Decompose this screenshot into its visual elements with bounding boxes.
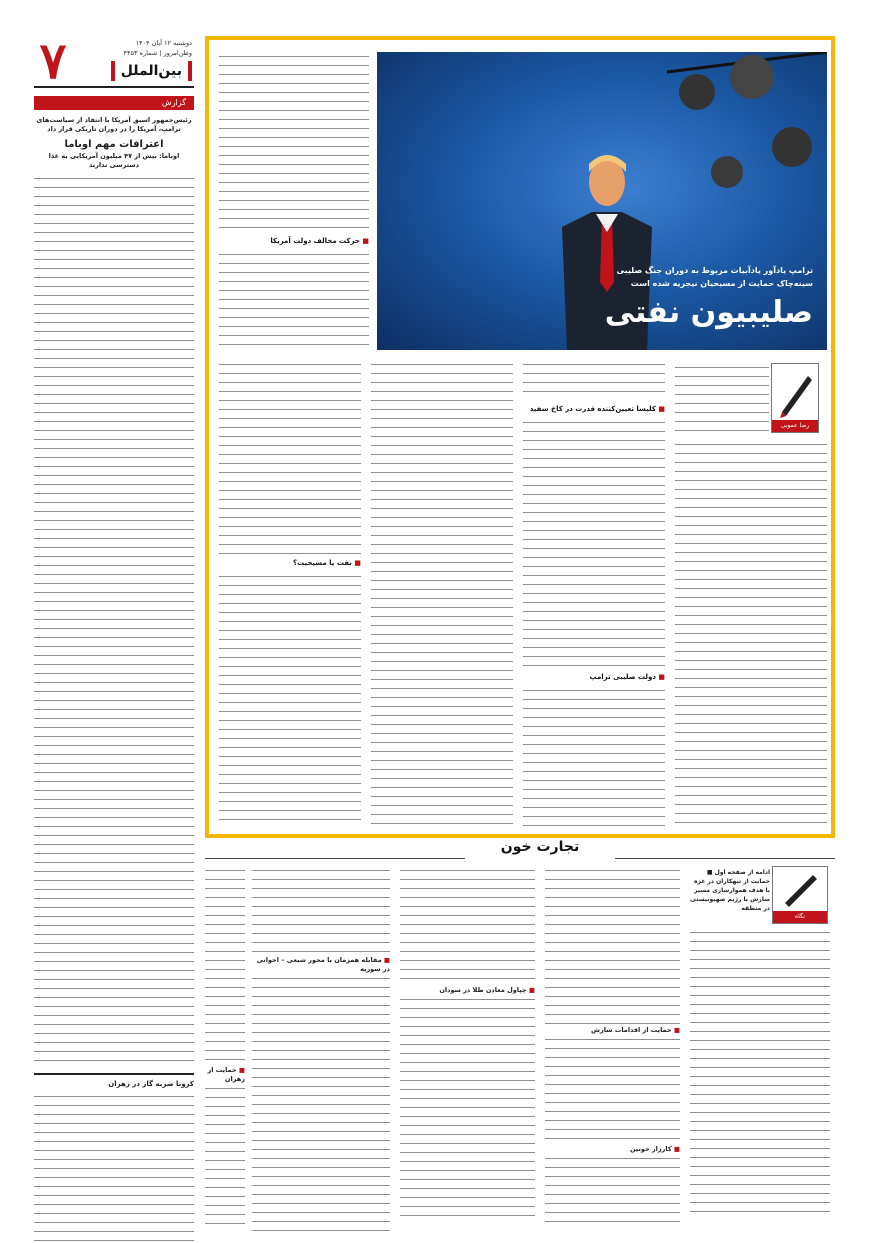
left-sidebar [34,31,194,1221]
bottom-subhead-4: ■ مقابله همزمان با محور شیعی – اخوانی در سوریه [252,956,390,974]
photo-headline [605,264,813,332]
author-name: رضا عمویی [772,420,818,432]
masthead [34,31,194,90]
bottom-column-2 [545,866,680,1224]
section-rule-left [205,858,465,859]
masthead-info [74,38,192,81]
issue-date: دوشنبه ۱۲ آبان ۱۴۰۴ [135,39,192,47]
section-name: بین‌الملل [111,61,192,81]
page-number: ۷ [39,31,67,90]
bottom-subhead-3: ■ چپاول معادن طلا در سودان [400,986,535,995]
bottom-subhead-2: ■ کارزار خونین [545,1145,680,1154]
feature-column-top-1 [219,52,369,232]
feature-column-3a [523,360,665,400]
bottom-column-1 [690,928,830,1218]
sidebar-divider [34,1073,194,1075]
photo-dek-line-2: سینه‌چاک حمایت از مسیحیان نیجریه شده است [630,279,813,288]
sidebar-dek: رئیس‌جمهور اسبق آمریکا با انتقاد از سیاست‌های ترامپ، آمریکا را در دوران تاریکی قرار داد [36,116,192,133]
sidebar-article-body [34,174,194,1069]
note-headline: ادامه از صفحه اول ■ حمایت از تبهکاران در غزه با هدف هموارسازی مسیر سازش با رژیم صهیونیستی در منطقه [690,869,770,912]
feature-photo [377,52,827,350]
feature-subhead-4: ■ دولت صلیبی ترامپ [523,672,665,683]
sidebar-bottom-body [34,1092,194,1242]
sidebar-title: اعترافات مهم اوباما [64,139,164,150]
feature-column-top-2 [219,250,369,350]
sidebar-bottom-title: کرونا ضربه گاز در زهران [108,1080,194,1088]
feature-title: صلیبیون نفتی [604,295,813,330]
feature-column-4a [675,363,769,435]
bottom-column-5 [205,866,245,1224]
feature-subhead-2: ■ نفت یا مسیحیت؟ [219,558,361,569]
sidebar-subtitle: اوباما: بیش از ۴۷ میلیون آمریکایی به غذا دسترسی ندارند [48,152,180,169]
feature-subhead-3: ■ کلیسا تعیین‌کننده قدرت در کاخ سفید [523,404,665,415]
pen-icon [772,364,818,420]
bottom-section-title: تجارت خون [500,839,580,855]
microphones-graphic [667,52,827,202]
feature-column-2 [371,360,513,825]
feature-subhead-1: ■ حرکت مخالف دولت آمریکا [219,236,369,247]
feature-column-1a [219,360,361,555]
author-box [771,363,819,433]
pen-icon [773,867,827,911]
section-rule-right [615,858,835,859]
bottom-column-4 [252,866,390,1234]
bottom-subhead-5: ■ حمایت از زهران [205,1066,245,1084]
photo-dek-line-1: ترامپ یادآور یادآبیات مربوط به دوران جنگ صلیبی [616,266,813,275]
note-label: نگاه [773,911,827,923]
feature-column-3c [523,686,665,826]
issue-number: وطن‌امروز | شماره ۴۴۵۳ [123,49,192,57]
report-label: گزارش [34,96,194,110]
note-box [772,866,828,924]
feature-column-4b [675,440,827,828]
bottom-subhead-1: ■ حمایت از اقدامات سازش [545,1026,680,1035]
feature-column-3b [523,418,665,668]
feature-column-1b [219,572,361,827]
feature-story [205,36,835,838]
bottom-column-3 [400,866,535,1220]
